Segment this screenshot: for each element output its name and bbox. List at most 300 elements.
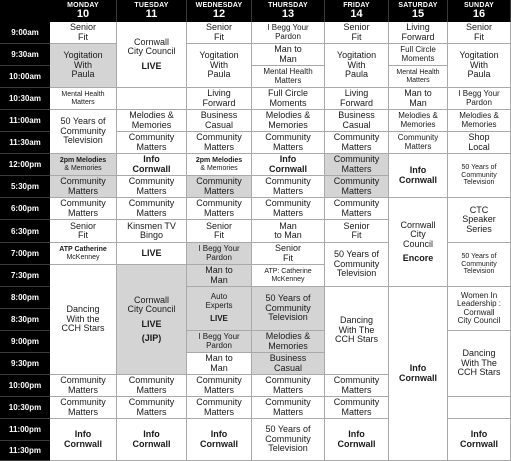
program-title-line: Mental Health — [61, 91, 105, 99]
program-title-line: Pardon — [275, 31, 301, 41]
program-cell — [50, 44, 117, 88]
day-name: TUESDAY — [134, 2, 169, 9]
program-cell — [187, 397, 252, 419]
program-cell — [448, 287, 511, 331]
program-title-line: Info — [210, 429, 228, 440]
program-cell — [325, 375, 389, 397]
empty-cell — [117, 88, 187, 110]
time-slot-label: 11:00pm — [0, 419, 50, 441]
program-title-line: Pardon — [206, 252, 232, 262]
program-cell — [187, 331, 252, 353]
program-title-line: Matters — [67, 207, 98, 218]
program-title-line: 50 Years of — [265, 293, 311, 304]
program-title-line: I Begg Your — [267, 23, 309, 33]
program-title-line: Kinsmen TV — [127, 220, 176, 231]
program-title-line: Forward — [339, 97, 373, 108]
program-title-line: Info — [279, 154, 297, 165]
program-cell — [389, 44, 448, 66]
program-cell — [252, 132, 325, 154]
program-title-line: Memories — [268, 340, 308, 351]
program-title-line: Cornwall — [398, 174, 437, 185]
time-slot-label: 10:00pm — [0, 375, 50, 397]
program-cell — [50, 419, 117, 461]
program-cell — [50, 88, 117, 110]
program-title-line: Senior — [69, 22, 96, 33]
program-title-line: Community — [333, 198, 380, 209]
program-cell — [117, 154, 187, 176]
program-title-line: Moments — [401, 53, 435, 63]
day-header-saturday — [389, 0, 448, 22]
program-title-line: Info — [348, 429, 365, 440]
program-title-line: Community — [128, 375, 175, 386]
program-cell — [252, 287, 325, 331]
program-title-line: Matters — [341, 406, 372, 417]
program-title-line: Community — [333, 176, 380, 187]
program-cell — [117, 397, 187, 419]
program-cell — [252, 44, 325, 66]
program-cell — [187, 132, 252, 154]
program-title-line: Melodies & — [265, 110, 311, 121]
program-cell — [389, 110, 448, 132]
day-number: 14 — [350, 8, 363, 20]
program-title-line: Man — [279, 53, 297, 64]
time-slot-label: 6:00pm — [0, 198, 50, 220]
program-title-line: Business — [269, 353, 307, 364]
program-cell — [252, 110, 325, 132]
time-slot-label: 8:00pm — [0, 287, 50, 309]
program-title-line: CCH Stars — [334, 334, 378, 345]
program-title-line: Matters — [203, 406, 234, 417]
program-cell — [187, 44, 252, 88]
program-title-line: Cornwall — [63, 438, 102, 449]
program-title-line: Info — [74, 429, 92, 440]
program-cell — [252, 397, 325, 419]
program-title-line: 50 Years of — [461, 164, 497, 172]
program-cell — [325, 132, 389, 154]
program-title-line: Man to — [274, 44, 302, 55]
program-title-line: Matters — [136, 384, 167, 395]
program-title-line: Memories — [268, 119, 308, 130]
day-number: 16 — [472, 8, 486, 20]
program-title-line: Community — [461, 171, 497, 179]
program-title-line: Melodies & — [129, 110, 174, 121]
program-title-line: Television — [268, 443, 308, 454]
program-title-line: Matters — [272, 141, 303, 152]
program-title-line: With The — [461, 357, 497, 368]
program-cell — [252, 243, 325, 265]
program-title-line: LIVE — [141, 318, 162, 329]
program-title-line: Man to — [205, 265, 233, 276]
time-slot-label: 12:00pm — [0, 154, 50, 176]
program-title-line: Community — [128, 397, 175, 408]
day-number: 10 — [76, 8, 90, 20]
program-cell — [252, 375, 325, 397]
program-cell — [117, 22, 187, 88]
day-name: WEDNESDAY — [195, 2, 243, 9]
program-title-line: Dancing — [462, 348, 496, 359]
program-title-line: I Begg Your — [198, 244, 240, 254]
program-title-line: Full Circle — [400, 45, 436, 55]
program-title-line: Info — [409, 165, 427, 176]
time-slot-label: 5:30pm — [0, 176, 50, 198]
program-cell — [252, 154, 325, 176]
program-title-line: Community — [265, 132, 311, 143]
program-cell — [252, 22, 325, 44]
program-title-line: Matters — [272, 406, 303, 417]
program-title-line: Melodies & — [398, 111, 438, 121]
program-cell — [117, 176, 187, 198]
program-title-line: Living — [344, 88, 369, 99]
program-title-line: I Begg Your — [458, 89, 500, 99]
program-title-line: LIVE — [210, 314, 228, 324]
program-cell — [252, 265, 325, 287]
program-title-line: Dancing — [66, 304, 100, 315]
program-title-line: Cornwall — [199, 438, 238, 449]
program-title-line: Info — [470, 429, 488, 440]
time-slot-label: 9:00pm — [0, 331, 50, 353]
program-title-line: Cornwall — [132, 438, 171, 449]
program-title-line: Paula — [71, 69, 95, 80]
program-title-line: Community — [265, 176, 311, 187]
day-number: 12 — [212, 8, 226, 20]
program-title-line: Fit — [474, 31, 484, 42]
day-number: 15 — [411, 8, 425, 20]
program-title-line: Community — [333, 154, 380, 165]
program-title-line: Man to — [205, 353, 233, 364]
program-title-line: CTC — [469, 204, 489, 215]
program-title-line: Man to — [404, 88, 432, 99]
program-title-line: With — [470, 59, 488, 70]
program-title-line: 50 Years of — [60, 116, 106, 127]
program-cell — [448, 22, 511, 44]
program-cell — [50, 243, 117, 265]
program-title-line: Man — [279, 220, 297, 231]
program-title-line: 50 Years of — [461, 253, 497, 261]
program-title-line: Series — [466, 223, 492, 234]
program-title-line: Community — [128, 198, 175, 209]
program-title-line: Man — [210, 362, 228, 373]
program-title-line: Forward — [401, 31, 435, 42]
program-title-line: Community — [196, 198, 242, 209]
program-cell — [50, 110, 117, 154]
program-cell — [389, 66, 448, 88]
program-title-line: Fit — [214, 230, 224, 240]
program-title-line: Mental Health — [396, 69, 440, 77]
program-title-line: to Man — [274, 230, 302, 240]
program-title-line: With — [74, 59, 92, 70]
program-cell — [50, 198, 117, 220]
program-title-line: Community — [60, 176, 106, 187]
program-title-line: Paula — [344, 69, 369, 80]
program-title-line: Matters — [71, 98, 95, 106]
day-header-monday — [50, 0, 117, 22]
program-title-line: Experts — [205, 300, 233, 310]
program-title-line: LIVE — [141, 60, 162, 71]
program-cell — [448, 132, 511, 154]
program-title-line: Fit — [214, 31, 224, 42]
program-title-line: Info — [143, 429, 160, 440]
program-title-line: Matters — [272, 185, 303, 196]
program-title-line: Dancing — [339, 315, 374, 326]
day-name: FRIDAY — [343, 2, 370, 9]
program-cell — [187, 265, 252, 287]
program-title-line: Man — [409, 97, 427, 108]
program-title-line: Mental Health — [263, 67, 313, 77]
program-title-line: Encore — [402, 252, 434, 263]
program-title-line: Television — [63, 135, 103, 146]
program-title-line: Senior — [205, 22, 232, 33]
program-title-line: City Council — [457, 315, 501, 325]
program-title-line: Matters — [406, 76, 430, 84]
program-title-line: ATP Catherine — [59, 246, 107, 254]
program-title-line: Community — [265, 198, 311, 209]
program-title-line: Matters — [203, 384, 234, 395]
time-slot-label: 8:30pm — [0, 309, 50, 331]
program-title-line: Melodies & — [459, 111, 499, 121]
program-cell — [325, 154, 389, 176]
program-title-line: Community — [60, 375, 106, 386]
program-title-line: Community — [265, 302, 311, 313]
program-title-line: Community — [333, 375, 380, 386]
program-cell — [187, 353, 252, 375]
program-title-line: Community — [60, 125, 106, 136]
program-cell — [389, 22, 448, 44]
program-cell — [448, 198, 511, 243]
program-title-line: Cornwall — [337, 438, 376, 449]
day-header-wednesday — [187, 0, 252, 22]
program-title-line: Melodies & — [265, 331, 311, 342]
program-title-line: LIVE — [141, 247, 162, 258]
program-title-line: Casual — [273, 362, 302, 373]
program-title-line: With — [210, 59, 228, 70]
program-title-line: Matters — [136, 141, 167, 152]
program-title-line: Matters — [136, 207, 167, 218]
program-title-line: Community — [333, 397, 380, 408]
program-cell — [187, 419, 252, 461]
program-cell — [252, 419, 325, 461]
program-title-line: CCH Stars — [61, 323, 105, 334]
program-title-line: Paula — [467, 69, 491, 80]
program-title-line: Community — [397, 133, 439, 143]
program-cell — [117, 110, 187, 132]
program-title-line: Community — [128, 132, 175, 143]
program-title-line: Pardon — [206, 340, 232, 350]
program-cell — [187, 375, 252, 397]
day-header-thursday — [252, 0, 325, 22]
program-title-line: Community — [265, 433, 311, 444]
program-title-line: Community — [196, 176, 242, 187]
program-cell — [389, 88, 448, 110]
program-title-line: Forward — [202, 97, 236, 108]
program-title-line: Auto — [210, 292, 228, 302]
program-title-line: Matters — [203, 141, 234, 152]
day-number: 13 — [281, 8, 295, 20]
program-cell — [187, 287, 252, 331]
program-cell — [325, 22, 389, 44]
program-title-line: Cornwall — [400, 219, 436, 230]
program-title-line: Television — [463, 268, 495, 276]
program-title-line: Cornwall — [463, 307, 495, 317]
program-cell — [117, 265, 187, 375]
program-cell — [187, 220, 252, 243]
program-cell — [50, 154, 117, 176]
day-name: SATURDAY — [398, 2, 438, 9]
program-cell — [389, 154, 448, 198]
program-title-line: Community — [196, 132, 242, 143]
program-title-line: 2pm Melodies — [59, 157, 107, 165]
program-title-line: Matters — [341, 384, 372, 395]
program-cell — [448, 44, 511, 88]
program-title-line: Living — [406, 22, 430, 33]
program-cell — [50, 397, 117, 419]
program-title-line: Community — [265, 397, 311, 408]
program-title-line: ATP: Catherine — [264, 268, 312, 276]
program-cell — [187, 176, 252, 198]
program-title-line: Memories — [400, 119, 436, 129]
program-title-line: Business — [338, 110, 375, 121]
program-cell — [187, 243, 252, 265]
program-cell — [187, 154, 252, 176]
program-cell — [325, 110, 389, 132]
time-slot-label: 11:00am — [0, 110, 50, 132]
program-title-line: Senior — [274, 243, 301, 254]
program-cell — [50, 220, 117, 243]
day-name: THURSDAY — [268, 2, 308, 9]
program-title-line: Fit — [283, 252, 293, 263]
program-cell — [448, 331, 511, 397]
program-cell — [448, 88, 511, 110]
program-title-line: Matters — [203, 207, 234, 218]
program-cell — [325, 44, 389, 88]
program-title-line: Community — [60, 198, 106, 209]
program-title-line: Community — [196, 375, 242, 386]
program-cell — [252, 198, 325, 220]
program-cell — [448, 419, 511, 461]
program-title-line: (JIP) — [141, 332, 162, 343]
program-title-line: McKenney — [66, 253, 100, 261]
program-title-line: Senior — [343, 220, 370, 231]
program-title-line: Fit — [78, 31, 88, 42]
program-cell — [325, 198, 389, 220]
program-cell — [325, 397, 389, 419]
program-title-line: Community — [265, 375, 311, 386]
header-corner — [0, 0, 50, 22]
program-title-line: With The — [338, 324, 375, 335]
time-slot-label: 10:30pm — [0, 397, 50, 419]
program-title-line: Business — [200, 110, 238, 121]
program-cell — [252, 66, 325, 88]
program-cell — [252, 88, 325, 110]
program-title-line: Matters — [341, 207, 372, 218]
program-title-line: Pardon — [466, 97, 492, 107]
program-title-line: Memories — [461, 119, 497, 129]
program-title-line: Full Circle — [267, 88, 308, 99]
program-title-line: Matters — [136, 406, 167, 417]
program-cell — [50, 265, 117, 375]
program-cell — [187, 110, 252, 132]
time-slot-label: 10:00am — [0, 66, 50, 88]
program-cell — [325, 287, 389, 375]
program-title-line: Paula — [207, 69, 231, 80]
program-title-line: Shop — [468, 132, 490, 143]
program-title-line: Community — [60, 397, 106, 408]
program-title-line: 50 Years of — [265, 424, 311, 435]
program-title-line: Matters — [341, 185, 372, 196]
program-title-line: Cornwall — [133, 294, 169, 305]
program-cell — [187, 198, 252, 220]
program-title-line: Memories — [131, 119, 172, 130]
program-cell — [117, 198, 187, 220]
program-cell — [252, 331, 325, 353]
program-title-line: CCH Stars — [457, 367, 501, 378]
program-cell — [389, 287, 448, 461]
program-cell — [325, 176, 389, 198]
program-title-line: Community — [333, 258, 380, 269]
program-cell — [389, 132, 448, 154]
time-slot-label: 11:30am — [0, 132, 50, 154]
program-title-line: Cornwall — [268, 163, 307, 174]
program-title-line: Casual — [342, 119, 371, 130]
program-cell — [252, 176, 325, 198]
program-title-line: Info — [143, 154, 160, 165]
program-cell — [252, 353, 325, 375]
program-cell — [325, 419, 389, 461]
program-title-line: Community — [196, 397, 242, 408]
day-header-sunday — [448, 0, 511, 22]
program-title-line: I Begg Your — [198, 332, 240, 342]
program-title-line: Yogitation — [336, 50, 377, 61]
program-title-line: With the — [66, 313, 100, 324]
empty-cell — [448, 397, 511, 419]
program-title-line: Local — [468, 141, 490, 152]
program-title-line: Bingo — [139, 230, 164, 240]
program-title-line: Council — [402, 238, 433, 249]
program-title-line: Living — [207, 88, 231, 99]
program-cell — [325, 220, 389, 243]
program-title-line: Women In — [460, 290, 498, 300]
program-title-line: 50 Years of — [333, 249, 380, 260]
program-cell — [252, 220, 325, 243]
program-title-line: Cornwall — [133, 36, 169, 47]
program-cell — [117, 375, 187, 397]
program-title-line: Cornwall — [132, 163, 171, 174]
program-title-line: Matters — [404, 141, 432, 151]
program-title-line: Matters — [274, 75, 302, 85]
program-cell — [448, 110, 511, 132]
program-title-line: Senior — [343, 22, 370, 33]
day-name: MONDAY — [67, 2, 99, 9]
program-title-line: Matters — [272, 207, 303, 218]
program-cell — [389, 198, 448, 287]
program-title-line: Community — [128, 176, 175, 187]
program-title-line: Senior — [69, 220, 96, 231]
program-title-line: Matters — [67, 406, 98, 417]
time-slot-label: 10:30am — [0, 88, 50, 110]
program-title-line: City — [410, 229, 426, 240]
program-title-line: Community — [461, 260, 497, 268]
time-slot-label: 9:00am — [0, 22, 50, 44]
program-cell — [117, 220, 187, 243]
program-title-line: Matters — [341, 163, 372, 174]
program-cell — [50, 22, 117, 44]
day-header-friday — [325, 0, 389, 22]
day-number: 11 — [145, 8, 158, 20]
time-slot-label: 11:30pm — [0, 441, 50, 461]
time-slot-label: 6:30pm — [0, 220, 50, 243]
program-title-line: Info — [409, 363, 427, 374]
program-title-line: Cornwall — [398, 372, 437, 383]
program-title-line: Fit — [351, 230, 362, 240]
